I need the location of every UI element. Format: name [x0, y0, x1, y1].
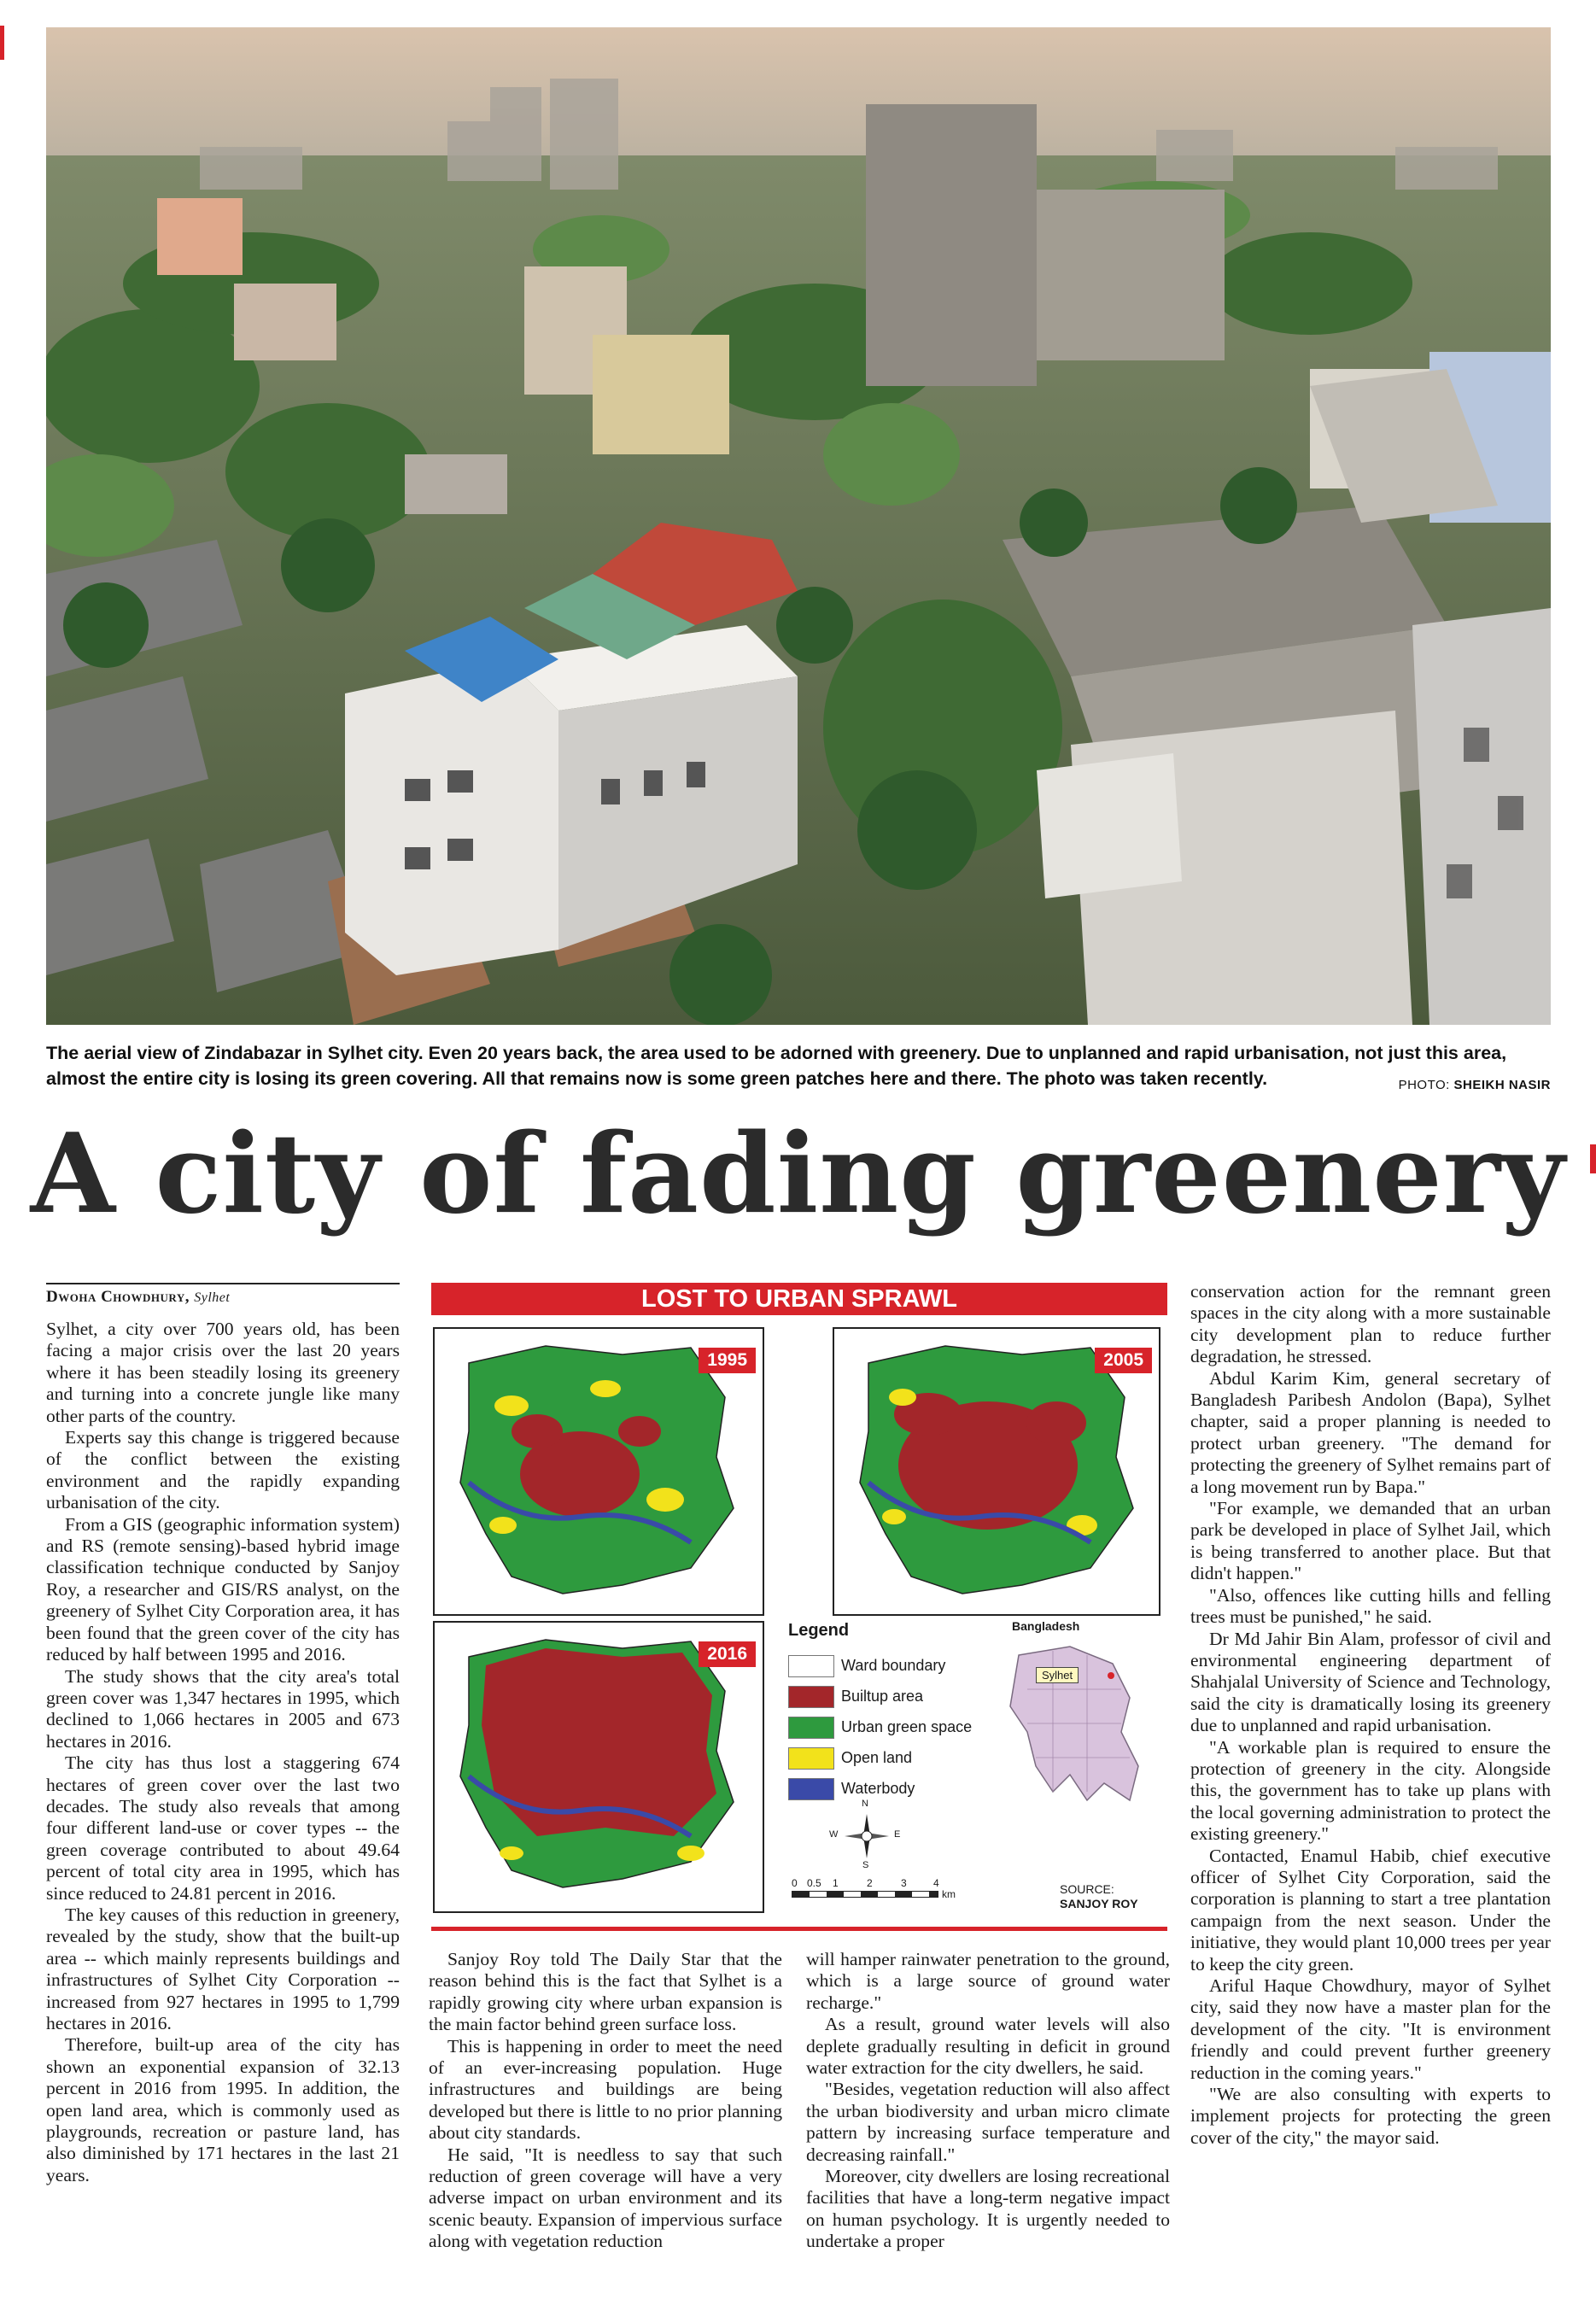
land-use-graphic	[431, 1283, 1167, 1930]
scale-label: 1	[833, 1877, 839, 1889]
paragraph: As a result, ground water levels will also deplete gradually resulting in deficit in ground water extraction for the city dwellers, he said.	[806, 2014, 1170, 2079]
legend-label: Builtup area	[841, 1688, 924, 1705]
legend-swatch	[788, 1686, 834, 1708]
caption-text: The aerial view of Zindabazar in Sylhet city. Even 20 years back, the area used to be adorned with greenery. Due to unplanned and rapid urbanisation, not just this area, almost the entire city is losing its green covering. All that remains now is some green patches here and there. The photo was taken recently.	[46, 1043, 1507, 1089]
inset-city-label: Sylhet	[1036, 1667, 1079, 1683]
compass-east: E	[894, 1829, 901, 1840]
legend-swatch	[788, 1717, 834, 1739]
compass-north: N	[862, 1799, 868, 1809]
legend-title: Legend	[788, 1621, 850, 1640]
scale-label: 0.5	[807, 1877, 821, 1889]
paragraph: will hamper rainwater penetration to the ground, which is a large source of ground water recharge."	[806, 1949, 1170, 2013]
byline-location: Sylhet	[194, 1290, 231, 1305]
legend-label: Open land	[841, 1749, 913, 1766]
byline-author: Dwoha Chowdhury,	[46, 1288, 190, 1306]
paragraph: The study shows that the city area's total green cover was 1,347 hectares in 1995, which declined to 1,066 hectares in 2005 and 673 hectares in 2016.	[46, 1665, 400, 1752]
scale-label: 2	[867, 1877, 873, 1889]
year-tag: 2016	[699, 1641, 756, 1667]
paragraph: Moreover, city dwellers are losing recreational facilities that have a long-term negative impact on human psychology. It is urgently needed to undertake a proper	[806, 2166, 1170, 2252]
article-column-2	[429, 1949, 782, 2253]
paragraph: Contacted, Enamul Habib, chief executive officer of Sylhet City Corporation, said the corporation is planning to start a tree plantation campaign from the next season. Under the initiative, they would plant 10,000 trees per year to keep the city green.	[1190, 1845, 1551, 1975]
map-2005	[833, 1327, 1160, 1616]
map-2016	[433, 1621, 764, 1913]
source-label: SOURCE:	[1060, 1882, 1114, 1896]
article-column-3	[806, 1949, 1170, 2253]
map-1995	[433, 1327, 764, 1616]
paragraph: "Besides, vegetation reduction will also affect the urban biodiversity and urban micro climate pattern by increasing surface temperature and decreasing rainfall."	[806, 2079, 1170, 2165]
source-name: SANJOY ROY	[1060, 1897, 1138, 1910]
year-tag: 1995	[699, 1348, 756, 1373]
scale-label: 3	[901, 1877, 907, 1889]
scale-bar	[788, 1877, 959, 1911]
paragraph: Sanjoy Roy told The Daily Star that the reason behind this is the fact that Sylhet is a rapidly growing city where urban expansion is the main factor behind green surface loss.	[429, 1949, 782, 2035]
credit-name: SHEIKH NASIR	[1453, 1078, 1551, 1092]
aerial-city-photo	[46, 27, 1551, 1025]
aerial-city-illustration	[46, 27, 1551, 1025]
paragraph: "A workable plan is required to ensure the protection of greenery in the city. Alongside this, the government has to take up plans with the local governing administration to protect the existing greenery."	[1190, 1736, 1551, 1845]
article-column-1	[46, 1319, 400, 2186]
legend-label: Waterbody	[841, 1780, 915, 1797]
paragraph: Abdul Karim Kim, general secretary of Bangladesh Paribesh Andolon (Bapa), Sylhet chapter, said a proper planning is needed to protect urban greenery. "The demand for protecting the greenery of Sylhet remains part of a long movement run by Bapa."	[1190, 1367, 1551, 1497]
paragraph: "We are also consulting with experts to implement projects for protecting the green cover of the city," the mayor said.	[1190, 2084, 1551, 2148]
paragraph: Experts say this change is triggered because of the conflict between the existing environment and the rapidly expanding urbanisation of the city.	[46, 1427, 400, 1513]
paragraph: Dr Md Jahir Bin Alam, professor of civil and environmental engineering department of Shahjalal University of Science and Technology, said the city is dramatically losing its greenery due to unplanned and rapid urbanisation.	[1190, 1628, 1551, 1736]
article-column-4	[1190, 1281, 1551, 2149]
paragraph: He said, "It is needless to say that such reduction of green coverage will have a very adverse impact on urban environment and its scenic beauty. Expansion of impervious surface along with vegetation reduction	[429, 2144, 782, 2252]
compass-icon	[841, 1811, 892, 1862]
scale-bar-graphic	[792, 1891, 938, 1898]
paragraph: Sylhet, a city over 700 years old, has been facing a major crisis over the last 20 years where it has been steadily losing its greenery and turning into a concrete jungle like many other parts of the country.	[46, 1319, 400, 1426]
photo-credit	[1399, 1073, 1551, 1098]
map-legend	[788, 1621, 1155, 1911]
paragraph: "For example, we demanded that an urban park be developed in place of Sylhet Jail, which is being transferred to another place. But that didn't happen."	[1190, 1498, 1551, 1584]
byline	[46, 1283, 400, 1307]
graphic-source	[1060, 1882, 1138, 1911]
scale-unit: km	[942, 1888, 956, 1900]
paragraph: Therefore, built-up area of the city has shown an exponential expansion of 32.13 percent in 2016 from 1995. In addition, the open land area, which is commonly used as playgrounds, recreation or pasture land, has also diminished by 171 hectares in the last 21 years.	[46, 2034, 400, 2185]
legend-swatch	[788, 1778, 834, 1800]
compass-west: W	[829, 1829, 839, 1840]
paragraph: "Also, offences like cutting hills and felling trees must be punished," he said.	[1190, 1584, 1551, 1628]
paragraph: The key causes of this reduction in greenery, revealed by the study, show that the built-up area -- which mainly represents buildings and infrastructures of Sylhet City Corporation -- increased from 927 hectares in 1995 to 1,799 hectares in 2016.	[46, 1904, 400, 2033]
scale-label: 4	[933, 1877, 939, 1889]
paragraph: Ariful Haque Chowdhury, mayor of Sylhet city, said they now have a master plan for the development of the city. "It is environment friendly and could prevent further greenery reduction in the coming years."	[1190, 1975, 1551, 2083]
year-tag: 2005	[1095, 1348, 1152, 1373]
legend-swatch	[788, 1747, 834, 1770]
graphic-title: LOST TO URBAN SPRAWL	[431, 1283, 1167, 1315]
paragraph: From a GIS (geographic information system) and RS (remote sensing)-based hybrid image classification technique conducted by Sanjoy Roy, a researcher and GIS/RS analyst, on the greenery of Sylhet City Corporation area, it has been found that the green cover of the city has reduced by half between 1995 and 2016.	[46, 1513, 400, 1665]
graphic-bottom-rule	[431, 1927, 1167, 1931]
paragraph: The city has thus lost a staggering 674 hectares of green cover over the last two decades. The study also reveals that among four different land-use or cover types -- the green coverage contributed to about 49.64 percent of total city area in 1995, which has since reduced to 24.81 percent in 2016.	[46, 1752, 400, 1904]
edge-accent	[0, 26, 4, 60]
scale-label: 0	[792, 1877, 798, 1889]
paragraph: This is happening in order to meet the need of an ever-increasing population. Huge infrastructures and buildings are being developed but there is little to no prior planning about city standards.	[429, 2035, 782, 2144]
paragraph: conservation action for the remnant green spaces in the city along with a more sustainable city development plan to reduce further degradation, he stressed.	[1190, 1281, 1551, 1367]
legend-label: Ward boundary	[841, 1657, 946, 1674]
photo-caption	[46, 1040, 1551, 1098]
inset-country-label: Bangladesh	[1012, 1619, 1080, 1633]
bangladesh-map-icon	[1002, 1638, 1147, 1809]
legend-swatch	[788, 1655, 834, 1677]
compass-south: S	[862, 1860, 869, 1870]
legend-label: Urban green space	[841, 1718, 973, 1735]
credit-label: PHOTO:	[1398, 1078, 1450, 1092]
headline: A city of fading greenery	[30, 1110, 1566, 1238]
